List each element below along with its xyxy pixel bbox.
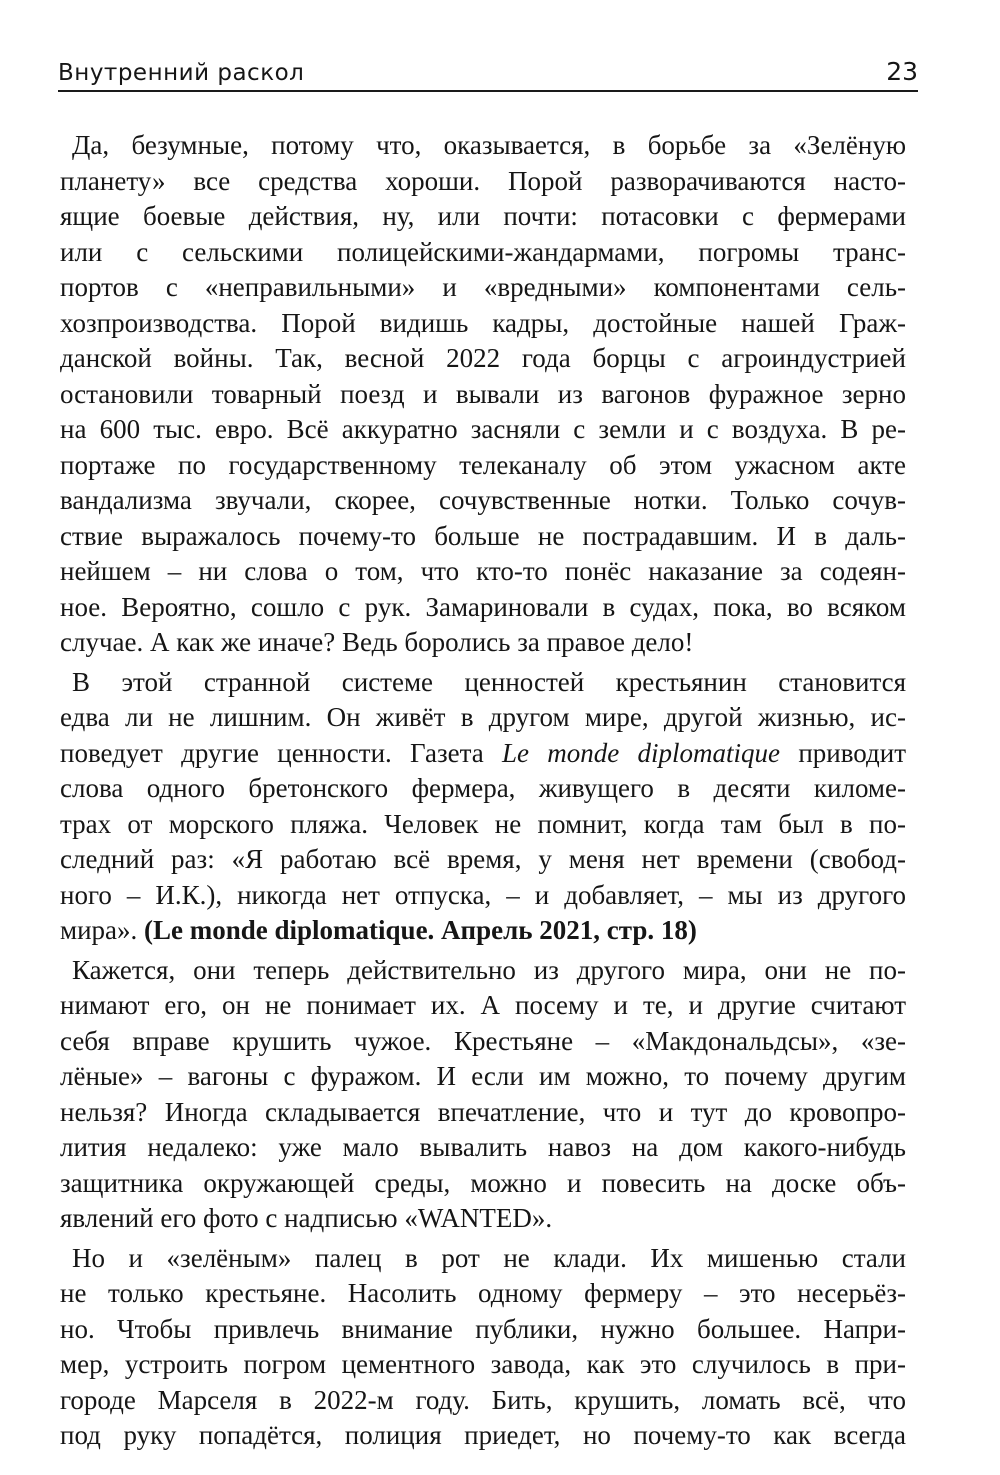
text-line: нельзя? Иногда складывается впечатление, что и тут до кровопро- (60, 1096, 906, 1127)
text-line: Но и «зелёным» палец в рот не клади. Их мишенью стали (72, 1242, 906, 1273)
text-line: на 600 тыс. евро. Всё аккуратно засняли с земли и с воздуха. В ре- (60, 414, 906, 444)
text-run: мира». (60, 915, 145, 945)
text-line: не только крестьяне. Насолить одному фермеру – это несерьёз- (60, 1278, 906, 1308)
text-line: себя вправе крушить чужое. Крестьяне – «Макдональдсы», «зе- (60, 1025, 906, 1056)
text-line: данской войны. Так, весной 2022 года борцы с агроиндустрией (60, 343, 906, 373)
newspaper-title: Le monde diplomatique (502, 737, 781, 768)
page-number: 23 (886, 57, 918, 86)
text-line: лития недалеко: уже мало вывалить навоз на дом какого-нибудь (60, 1132, 906, 1162)
text-line: портаже по государственному телеканалу об этом ужасном акте (60, 449, 906, 480)
text-line: нимают его, он не понимает их. А посему и те, и другие считают (60, 990, 906, 1020)
text-line (60, 736, 906, 772)
paragraph (60, 665, 906, 949)
running-title: Внутренний раскол (58, 60, 305, 86)
text-line: лёные» – вагоны с фуражом. И если им можно, то почему другим (60, 1061, 906, 1091)
text-line: слова одного бретонского фермера, живущего в десяти киломе- (60, 773, 906, 803)
text-line: остановили товарный поезд и вывали из вагонов фуражное зерно (60, 378, 906, 409)
text-line: ящие боевые действия, ну, или почти: потасовки с фермерами (60, 201, 906, 231)
text-line: или с сельскими полицейскими-жандармами, погромы транс- (60, 236, 906, 267)
text-line: портов с «неправильными» и «вредными» компонентами сель- (60, 272, 906, 302)
paragraph (60, 953, 906, 1237)
text-line: В этой странной системе ценностей крестьянин становится (72, 666, 906, 697)
text-line: трах от морского пляжа. Человек не помнит, когда там был в по- (60, 808, 906, 839)
text-line: явлений его фото с надписью «WANTED». (60, 1203, 553, 1233)
text-line: но. Чтобы привлечь внимание публики, нужно большее. Напри- (60, 1313, 906, 1344)
paragraph (60, 1241, 906, 1454)
text-line: ное. Вероятно, сошло с рук. Замариновали в судах, пока, во всяком (60, 591, 906, 622)
text-line: городе Марселя в 2022-м году. Бить, крушить, ломать всё, что (60, 1384, 906, 1415)
text-line: хозпроизводства. Порой видишь кадры, достойные нашей Граж- (60, 307, 906, 338)
text-line: под руку попадётся, полиция приедет, но почему-то как всегда (60, 1420, 906, 1450)
body-text (60, 128, 906, 1458)
text-line: Да, безумные, потому что, оказывается, в борьбе за «Зелёную (72, 130, 906, 160)
text-line (60, 913, 906, 949)
running-header (58, 52, 918, 92)
paragraph (60, 128, 906, 661)
citation: (Le monde diplomatique. Апрель 2021, стр. 18) (144, 915, 697, 945)
text-line: нейшем – ни слова о том, что кто-то понёс наказание за содеян- (60, 556, 906, 586)
text-run: поведует другие ценности. Газета (60, 737, 503, 768)
text-line: едва ли не лишним. Он живёт в другом мире, другой жизнью, ис- (60, 702, 906, 732)
text-line: защитника окружающей среды, можно и повесить на доске объ- (60, 1167, 906, 1198)
text-line: следний раз: «Я работаю всё время, у меня нет времени (свобод- (60, 844, 906, 874)
text-line: ствие выражалось почему-то больше не пострадавшим. И в даль- (60, 520, 906, 551)
text-line: мер, устроить погром цементного завода, как это случилось в при- (60, 1349, 906, 1379)
text-line: вандализма звучали, скорее, сочувственные нотки. Только сочув- (60, 485, 906, 515)
text-run: приводит (780, 737, 906, 768)
text-line: случае. А как же иначе? Ведь боролись за правое дело! (60, 627, 694, 657)
text-line: Кажется, они теперь действительно из другого мира, они не по- (72, 954, 906, 985)
text-line: планету» все средства хороши. Порой разворачиваются насто- (60, 165, 906, 196)
text-line: ного – И.К.), никогда нет отпуска, – и добавляет, – мы из другого (60, 879, 906, 910)
